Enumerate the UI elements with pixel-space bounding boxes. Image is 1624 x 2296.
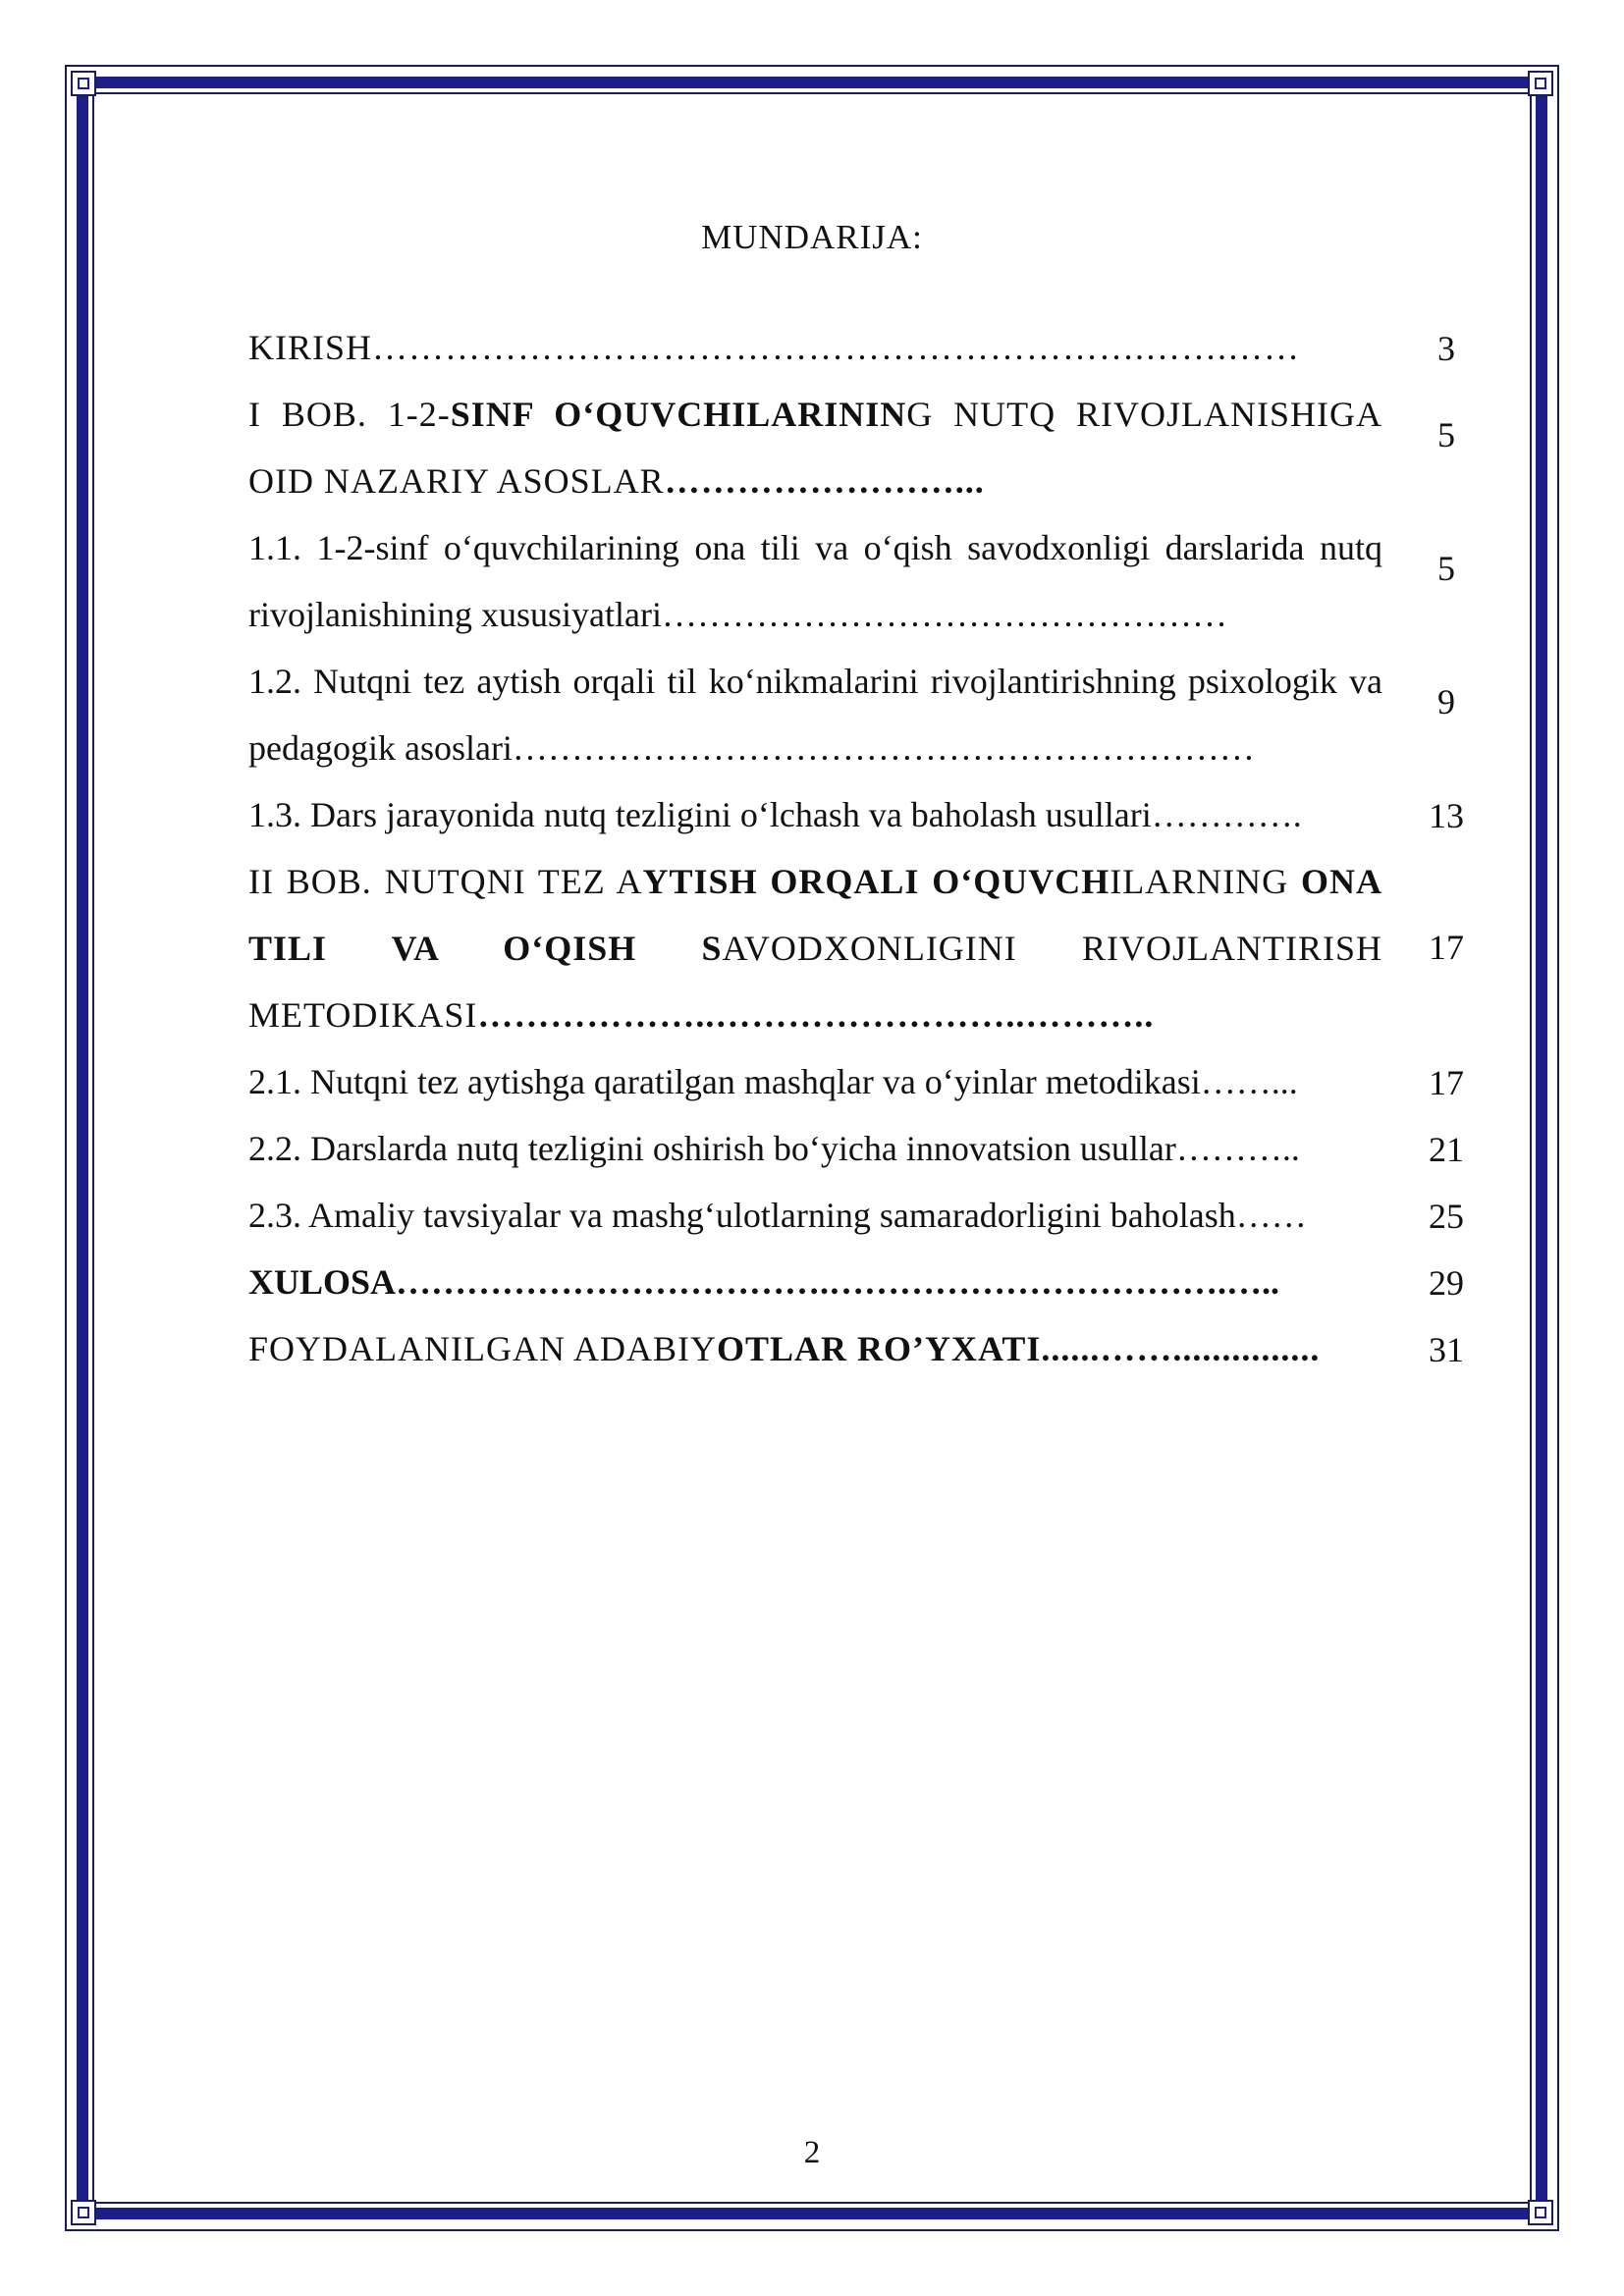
table-of-contents — [248, 314, 1476, 1382]
toc-entry-xulosa[interactable] — [248, 1249, 1476, 1315]
toc-entry-page: 9 — [1437, 682, 1455, 721]
toc-entry-page: 3 — [1437, 329, 1455, 368]
toc-entry-page: 5 — [1437, 415, 1455, 454]
toc-entry-references[interactable] — [248, 1315, 1476, 1382]
toc-entry-text: 1.3. Dars jarayonida nutq tezligini o‘lchash va baholash usullari…………. — [248, 795, 1302, 834]
border-corner-ornament — [71, 71, 96, 96]
border-corner-ornament — [1528, 2200, 1553, 2225]
toc-entry-chapter-2[interactable] — [248, 848, 1476, 1048]
toc-entry-text: 2.3. Amaliy tavsiyalar va mashg‘ulotlarning samaradorligini baholash…… — [248, 1196, 1307, 1235]
toc-entry-2-3[interactable] — [248, 1182, 1476, 1249]
page-title: MUNDARIJA: — [701, 218, 923, 256]
toc-entry-page: 29 — [1429, 1263, 1464, 1303]
toc-entry-page: 5 — [1437, 549, 1455, 588]
toc-entry-text: II BOB. NUTQNI TEZ AYTISH ORQALI O‘QUVCHILARNING ONA TILI VA O‘QISH SAVODXONLIGINI RIVOJLANTIRISH METODIKASI………………..……………………..……….. — [248, 862, 1382, 1035]
toc-entry-page: 31 — [1429, 1330, 1464, 1369]
toc-entry-text: 1.2. Nutqni tez aytish orqali til ko‘nikmalarini rivojlantirishning psixologik va pedagogik asoslari……………………………………………………… — [248, 662, 1382, 768]
toc-entry-text: XULOSA……………………………….…………………………….….. — [248, 1262, 1280, 1302]
toc-entry-text: 2.1. Nutqni tez aytishga qaratilgan mashqlar va o‘yinlar metodikasi……... — [248, 1062, 1298, 1101]
toc-entry-page: 17 — [1429, 1063, 1464, 1102]
toc-entry-page: 21 — [1429, 1130, 1464, 1169]
toc-entry-text: FOYDALANILGAN ADABIYOTLAR RO’YXATI......……............... — [248, 1329, 1321, 1368]
toc-entry-text: I BOB. 1-2-SINF O‘QUVCHILARINING NUTQ RIVOJLANISHIGA OID NAZARIY ASOSLAR……………………... — [248, 395, 1382, 501]
border-corner-ornament — [71, 2200, 96, 2225]
toc-entry-page: 17 — [1429, 928, 1464, 967]
toc-entry-text: KIRISH……………………………………………………….…….…… — [248, 328, 1301, 367]
toc-entry-2-2[interactable] — [248, 1115, 1476, 1182]
toc-entry-2-1[interactable] — [248, 1048, 1476, 1115]
toc-entry-page: 13 — [1429, 796, 1464, 835]
page-number: 2 — [803, 2135, 821, 2170]
toc-entry-1-1[interactable] — [248, 514, 1476, 648]
border-corner-ornament — [1528, 71, 1553, 96]
toc-entry-chapter-1[interactable] — [248, 381, 1476, 514]
toc-entry-text: 1.1. 1-2-sinf o‘quvchilarining ona tili va o‘qish savodxonligi darslarida nutq rivojlanishining xususiyatlari………………………………………… — [248, 528, 1382, 634]
toc-entry-1-2[interactable] — [248, 648, 1476, 781]
toc-entry-kirish[interactable] — [248, 314, 1476, 381]
toc-entry-text: 2.2. Darslarda nutq tezligini oshirish bo‘yicha innovatsion usullar……….. — [248, 1129, 1300, 1168]
toc-entry-page: 25 — [1429, 1197, 1464, 1236]
toc-entry-1-3[interactable] — [248, 781, 1476, 848]
